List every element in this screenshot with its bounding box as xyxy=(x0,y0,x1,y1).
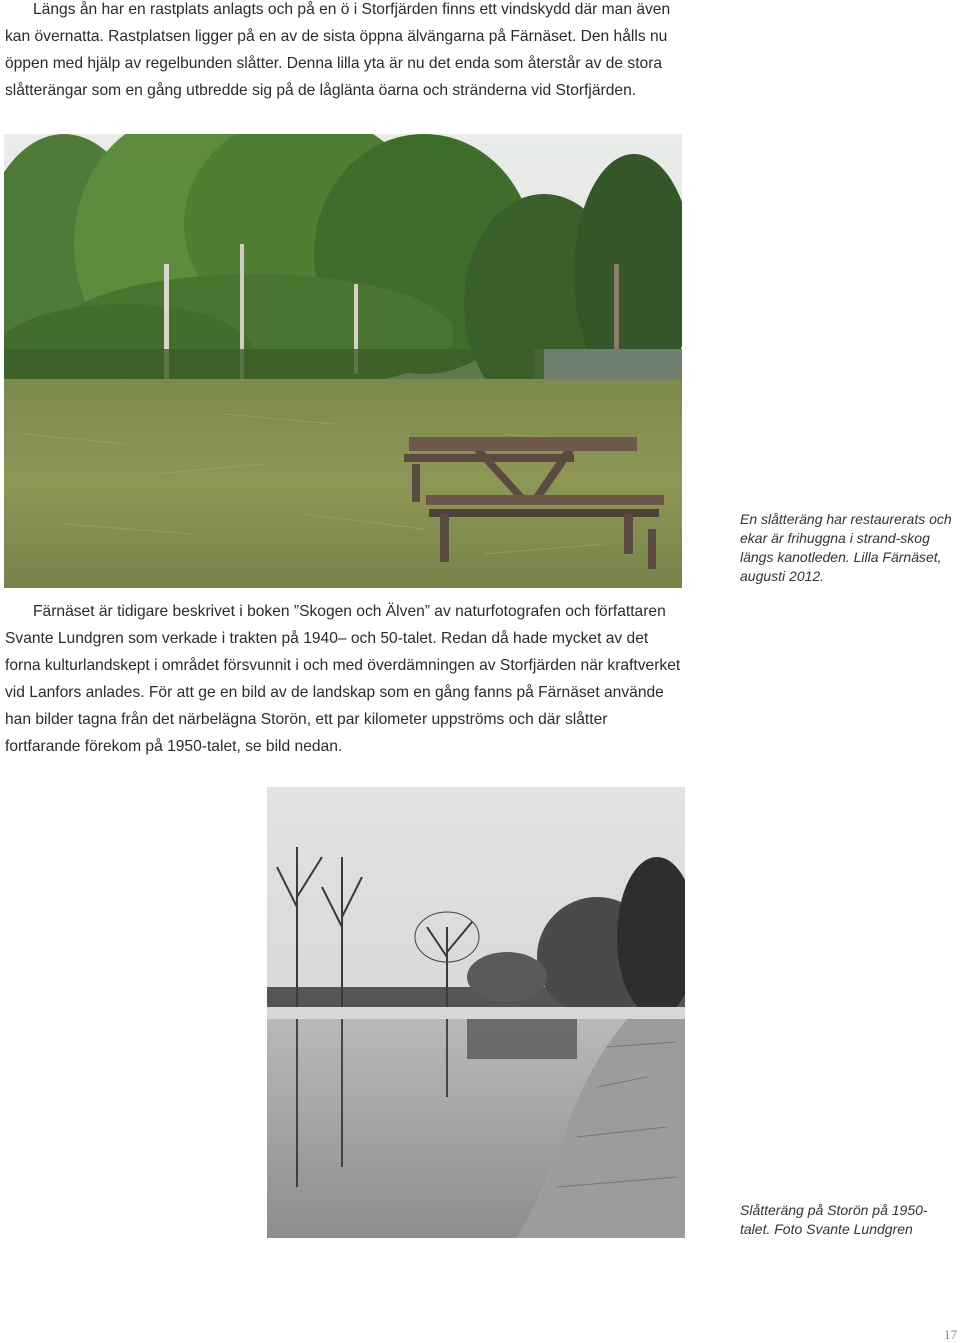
photo2-caption: Slåtteräng på Storön på 1950-talet. Foto Svante Lundgren xyxy=(740,1202,928,1237)
meadow-picnic-photo xyxy=(4,134,682,588)
body-paragraph-text: Färnäset är tidigare beskrivet i boken ”Skogen och Älven” av naturfotografen och författaren Svante Lundgren som verkade i trakten på 1940– och 50-talet. Redan då hade mycket av det forna kulturlandskept i området försvunnit i och med överdämningen av Storfjärden när kraftverket vid Lanfors anlades. För att ge en bild av de landskap som en gång fanns på Färnäset använde han bilder tagna från det närbelägna Storön, ett par kilometer uppströms och där slåtter fortfarande förekom på 1950-talet, se bild nedan. xyxy=(5,603,681,755)
intro-paragraph xyxy=(5,0,685,104)
storon-meadow-photo xyxy=(267,787,685,1238)
intro-paragraph-text: Längs ån har en rastplats anlagts och på en ö i Storfjärden finns ett vindskydd där man även kan övernatta. Rastplatsen ligger på en av de sista öppna älvängarna på Färnäset. Den hålls nu öppen med hjälp av regelbunden slåtter. Denna lilla yta är nu det enda som återstår av de stora slåtterängar som en gång utbredde sig på de låglänta öarna och stränderna vid Storfjärden. xyxy=(5,1,671,99)
photo1-caption: En slåtteräng har restaurerats och ekar är frihuggna i strand-skog längs kanotleden. Lilla Färnäset, augusti 2012. xyxy=(740,511,952,584)
body-paragraph xyxy=(5,598,685,760)
page-number: 17 xyxy=(944,1327,957,1342)
